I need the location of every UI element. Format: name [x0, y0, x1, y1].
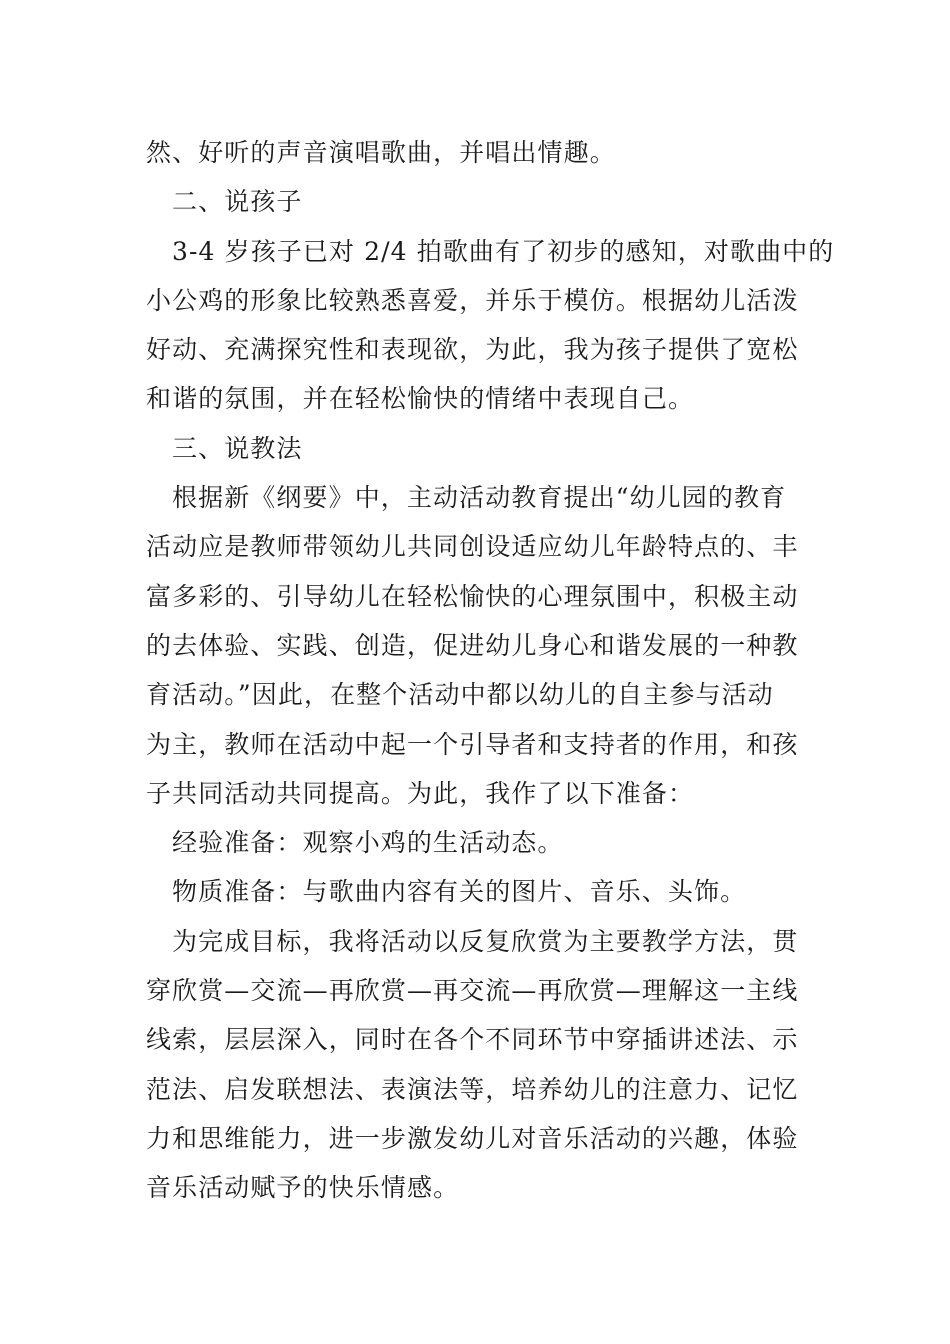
text-line: 为主，教师在活动中起一个引导者和支持者的作用，和孩: [146, 729, 799, 759]
text-line: 范法、启发联想法、表演法等，培养幼儿的注意力、记忆: [146, 1074, 799, 1104]
text-line: 线索，层层深入，同时在各个不同环节中穿插讲述法、示: [146, 1025, 799, 1055]
text-line: 力和思维能力，进一步激发幼儿对音乐活动的兴趣，体验: [146, 1123, 799, 1153]
text-line: 根据新《纲要》中，主动活动教育提出“幼儿园的教育: [172, 483, 787, 513]
text-line: 小公鸡的形象比较熟悉喜爱，并乐于模仿。根据幼儿活泼: [146, 285, 799, 315]
text-line: 物质准备：与歌曲内容有关的图片、音乐、头饰。: [172, 877, 747, 907]
text-line: 育活动。”因此，在整个活动中都以幼儿的自主参与活动: [146, 680, 774, 710]
text-line: 经验准备：观察小鸡的生活动态。: [172, 828, 564, 858]
text-line: 为完成目标，我将活动以反复欣赏为主要教学方法，贯: [172, 926, 799, 956]
text-line: 的去体验、实践、创造，促进幼儿身心和谐发展的一种教: [146, 630, 799, 660]
text-line: 子共同活动共同提高。为此，我作了以下准备：: [146, 778, 695, 808]
text-line: 富多彩的、引导幼儿在轻松愉快的心理氛围中，积极主动: [146, 581, 799, 611]
text-line: 穿欣赏—交流—再欣赏—再交流—再欣赏—理解这一主线: [146, 976, 799, 1006]
text-line: 和谐的氛围，并在轻松愉快的情绪中表现自己。: [146, 384, 695, 414]
section-heading: 三、说教法: [172, 433, 303, 463]
text-line: 然、好听的声音演唱歌曲，并唱出情趣。: [146, 138, 616, 167]
text-line: 音乐活动赋予的快乐情感。: [146, 1173, 460, 1203]
text-line: 3-4 岁孩子已对 2/4 拍歌曲有了初步的感知，对歌曲中的: [172, 236, 835, 266]
document-body: [146, 128, 835, 1213]
text-line: 活动应是教师带领幼儿共同创设适应幼儿年龄特点的、丰: [146, 532, 799, 562]
text-line: 好动、充满探究性和表现欲，为此，我为孩子提供了宽松: [146, 335, 799, 365]
section-heading: 二、说孩子: [172, 187, 303, 217]
